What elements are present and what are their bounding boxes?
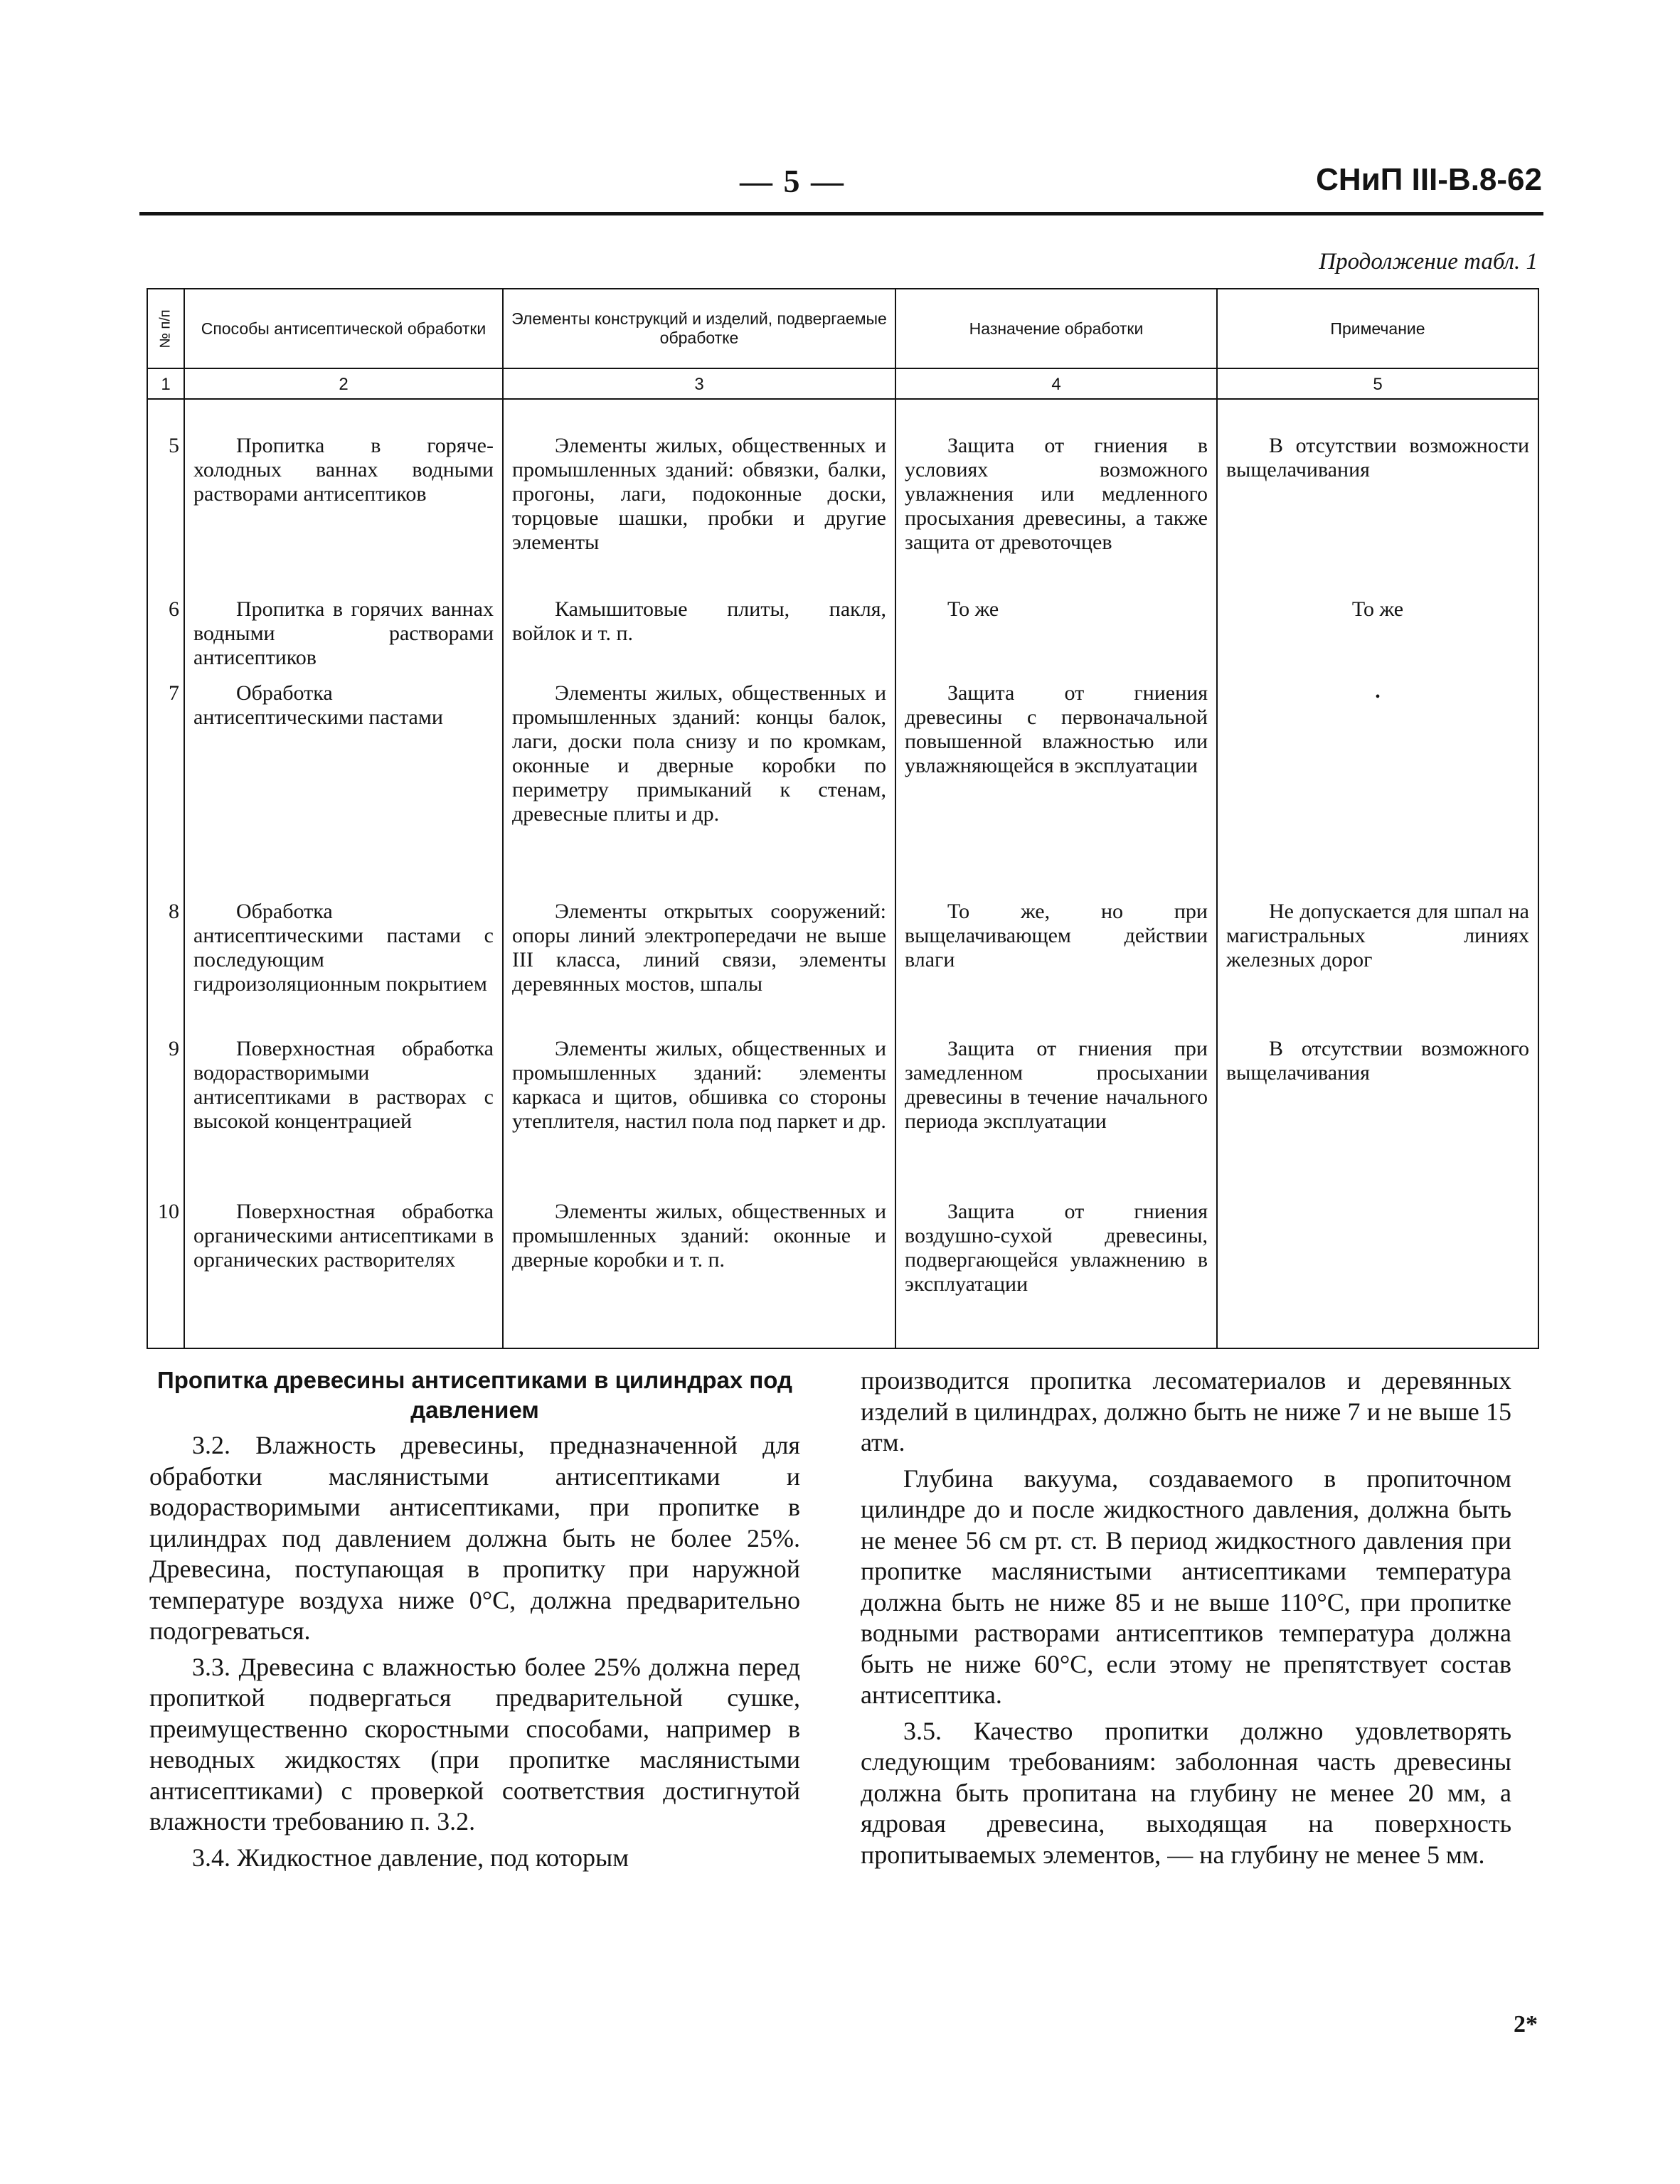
row-number: 6 <box>169 597 179 621</box>
header-cell-number <box>148 289 184 368</box>
purpose-cell: Защита от гниения воздушно-сухой древесины, подвергающейся увлажнению в эксплуатации <box>905 1200 1208 1296</box>
paragraph: 3.2. Влажность древесины, предназначенной для обработки маслянистыми антисептиками и водорастворимыми антисептиками, при пропитке в цилиндрах под давлением должна быть не более 25%. Древесина, поступающая в пропитку при наружной температуре воздуха ниже 0°С, должна предварительно подогреваться. <box>149 1431 800 1645</box>
method-cell: Поверхностная обработка водорастворимыми антисептиками в растворах с высокой концентрацией <box>193 1037 494 1133</box>
column-number: 5 <box>1373 375 1383 394</box>
table-right-border <box>1538 288 1539 1349</box>
section-title: Пропитка древесины антисептиками в цилиндрах под давлением <box>157 1367 792 1423</box>
page-number: — 5 — <box>740 163 845 199</box>
row-number: 8 <box>169 900 179 923</box>
paragraph: производится пропитка лесоматериалов и деревянных изделий в цилиндрах, должно быть не ниже 7 и не выше 15 атм. <box>861 1366 1511 1456</box>
table-column-divider <box>184 288 185 1349</box>
column-number: 1 <box>161 375 171 394</box>
column-number: 4 <box>1051 375 1061 394</box>
paragraph: 3.4. Жидкостное давление, под которым <box>192 1843 629 1872</box>
note-cell: Не допускается для шпал на магистральных линиях железных дорог <box>1226 900 1529 971</box>
note-cell: То же <box>1351 597 1404 621</box>
purpose-cell: Защита от гниения при замедленном просыхании древесины в течение начального периода эксплуатации <box>905 1037 1208 1133</box>
treatment-table <box>147 288 1539 1349</box>
header-cell-method: Способы антисептической обработки <box>201 319 487 338</box>
row-number: 9 <box>169 1037 179 1060</box>
row-number: 10 <box>158 1200 179 1223</box>
elements-cell: Элементы открытых сооружений: опоры линий электропередачи не выше III класса, линий связи, элементы деревянных мостов, шпалы <box>512 900 886 996</box>
note-cell: В отсутствии возможности выщелачивания <box>1226 434 1529 481</box>
header-cell-elements: Элементы конструкций и изделий, подвергаемые обработке <box>511 309 887 347</box>
table-column-divider <box>502 288 504 1349</box>
elements-cell: Элементы жилых, общественных и промышленных зданий: концы балок, лаги, доски пола снизу и по кромкам, оконные и дверные коробки по периметру примыканий к стенам, древесные плиты и др. <box>512 681 886 826</box>
method-cell: Обработка антисептическими пастами с последующим гидроизоляционным покрытием <box>193 900 494 996</box>
purpose-cell: Защита от гниения в условиях возможного увлажнения или медленного просыхания древесины, а также защита от древоточцев <box>905 434 1208 554</box>
elements-cell: Элементы жилых, общественных и промышленных зданий: обвязки, балки, прогоны, лаги, подоконные доски, торцовые шашки, пробки и другие элементы <box>512 434 886 554</box>
header-cell-purpose: Назначение обработки <box>969 319 1144 338</box>
method-cell: Обработка антисептическими пастами <box>193 681 443 729</box>
note-cell: В отсутствии возможного выщелачивания <box>1226 1037 1529 1085</box>
row-number: 7 <box>169 681 179 705</box>
sheet-signature-mark: 2* <box>1514 2011 1538 2037</box>
method-cell: Поверхностная обработка органическими антисептиками в органических растворителях <box>193 1200 494 1272</box>
document-code: СНиП III-В.8-62 <box>1316 162 1542 197</box>
paragraph: 3.5. Качество пропитки должно удовлетворять следующим требованиям: заболонная часть древесины должна быть пропитана на глубину не менее 20 мм, а ядровая древесина, выходящая на поверхность пропитываемых элементов, — на глубину не менее 5 мм. <box>861 1716 1511 1869</box>
table-header-divider <box>147 368 1539 369</box>
column-number: 3 <box>694 375 704 394</box>
elements-cell: Элементы жилых, общественных и промышленных зданий: элементы каркаса и щитов, обшивка со стороны утеплителя, настил пола под паркет и др. <box>512 1037 886 1133</box>
table-column-divider <box>1216 288 1218 1349</box>
table-bottom-border <box>147 1348 1539 1349</box>
table-colnum-divider <box>147 398 1539 400</box>
note-cell: • <box>1375 689 1381 705</box>
header-cell-note: Примечание <box>1330 319 1425 338</box>
table-continuation-caption: Продолжение табл. 1 <box>1319 249 1538 275</box>
table-column-divider <box>895 288 896 1349</box>
purpose-cell: То же <box>947 597 999 621</box>
row-number: 5 <box>169 434 179 457</box>
method-cell: Пропитка в горячих ваннах водными растворами антисептиков <box>193 597 494 669</box>
header-rule <box>139 212 1543 215</box>
column-number: 2 <box>339 375 349 394</box>
paragraph: 3.3. Древесина с влажностью более 25% должна перед пропиткой подвергаться предварительной сушке, преимущественно скоростными способами, например в неводных жидкостях (при пропитке маслянистыми антисептиками) с проверкой соответствия достигнутой влажности требованию п. 3.2. <box>149 1652 800 1836</box>
header-number-label: № п/п <box>157 309 174 348</box>
left-text-column <box>149 1365 800 1878</box>
elements-cell: Камышитовые плиты, пакля, войлок и т. п. <box>512 597 886 645</box>
purpose-cell: Защита от гниения древесины с первоначальной повышенной влажностью или увлажняющейся в эксплуатации <box>905 681 1208 777</box>
elements-cell: Элементы жилых, общественных и промышленных зданий: оконные и дверные коробки и т. п. <box>512 1200 886 1272</box>
right-text-column <box>861 1365 1511 1875</box>
paragraph: Глубина вакуума, создаваемого в пропиточном цилиндре до и после жидкостного давления, должна быть не менее 56 см рт. ст. В период жидкостного давления при пропитке маслянистыми антисептиками температура должна быть не ниже 85 и не выше 110°С, при пропитке водными растворами антисептиков температура должна быть не ниже 60°С, если этому не препятствует состав антисептика. <box>861 1464 1511 1709</box>
purpose-cell: То же, но при выщелачивающем действии влаги <box>905 900 1208 971</box>
method-cell: Пропитка в горяче-холодных ваннах водными растворами антисептиков <box>193 434 494 506</box>
